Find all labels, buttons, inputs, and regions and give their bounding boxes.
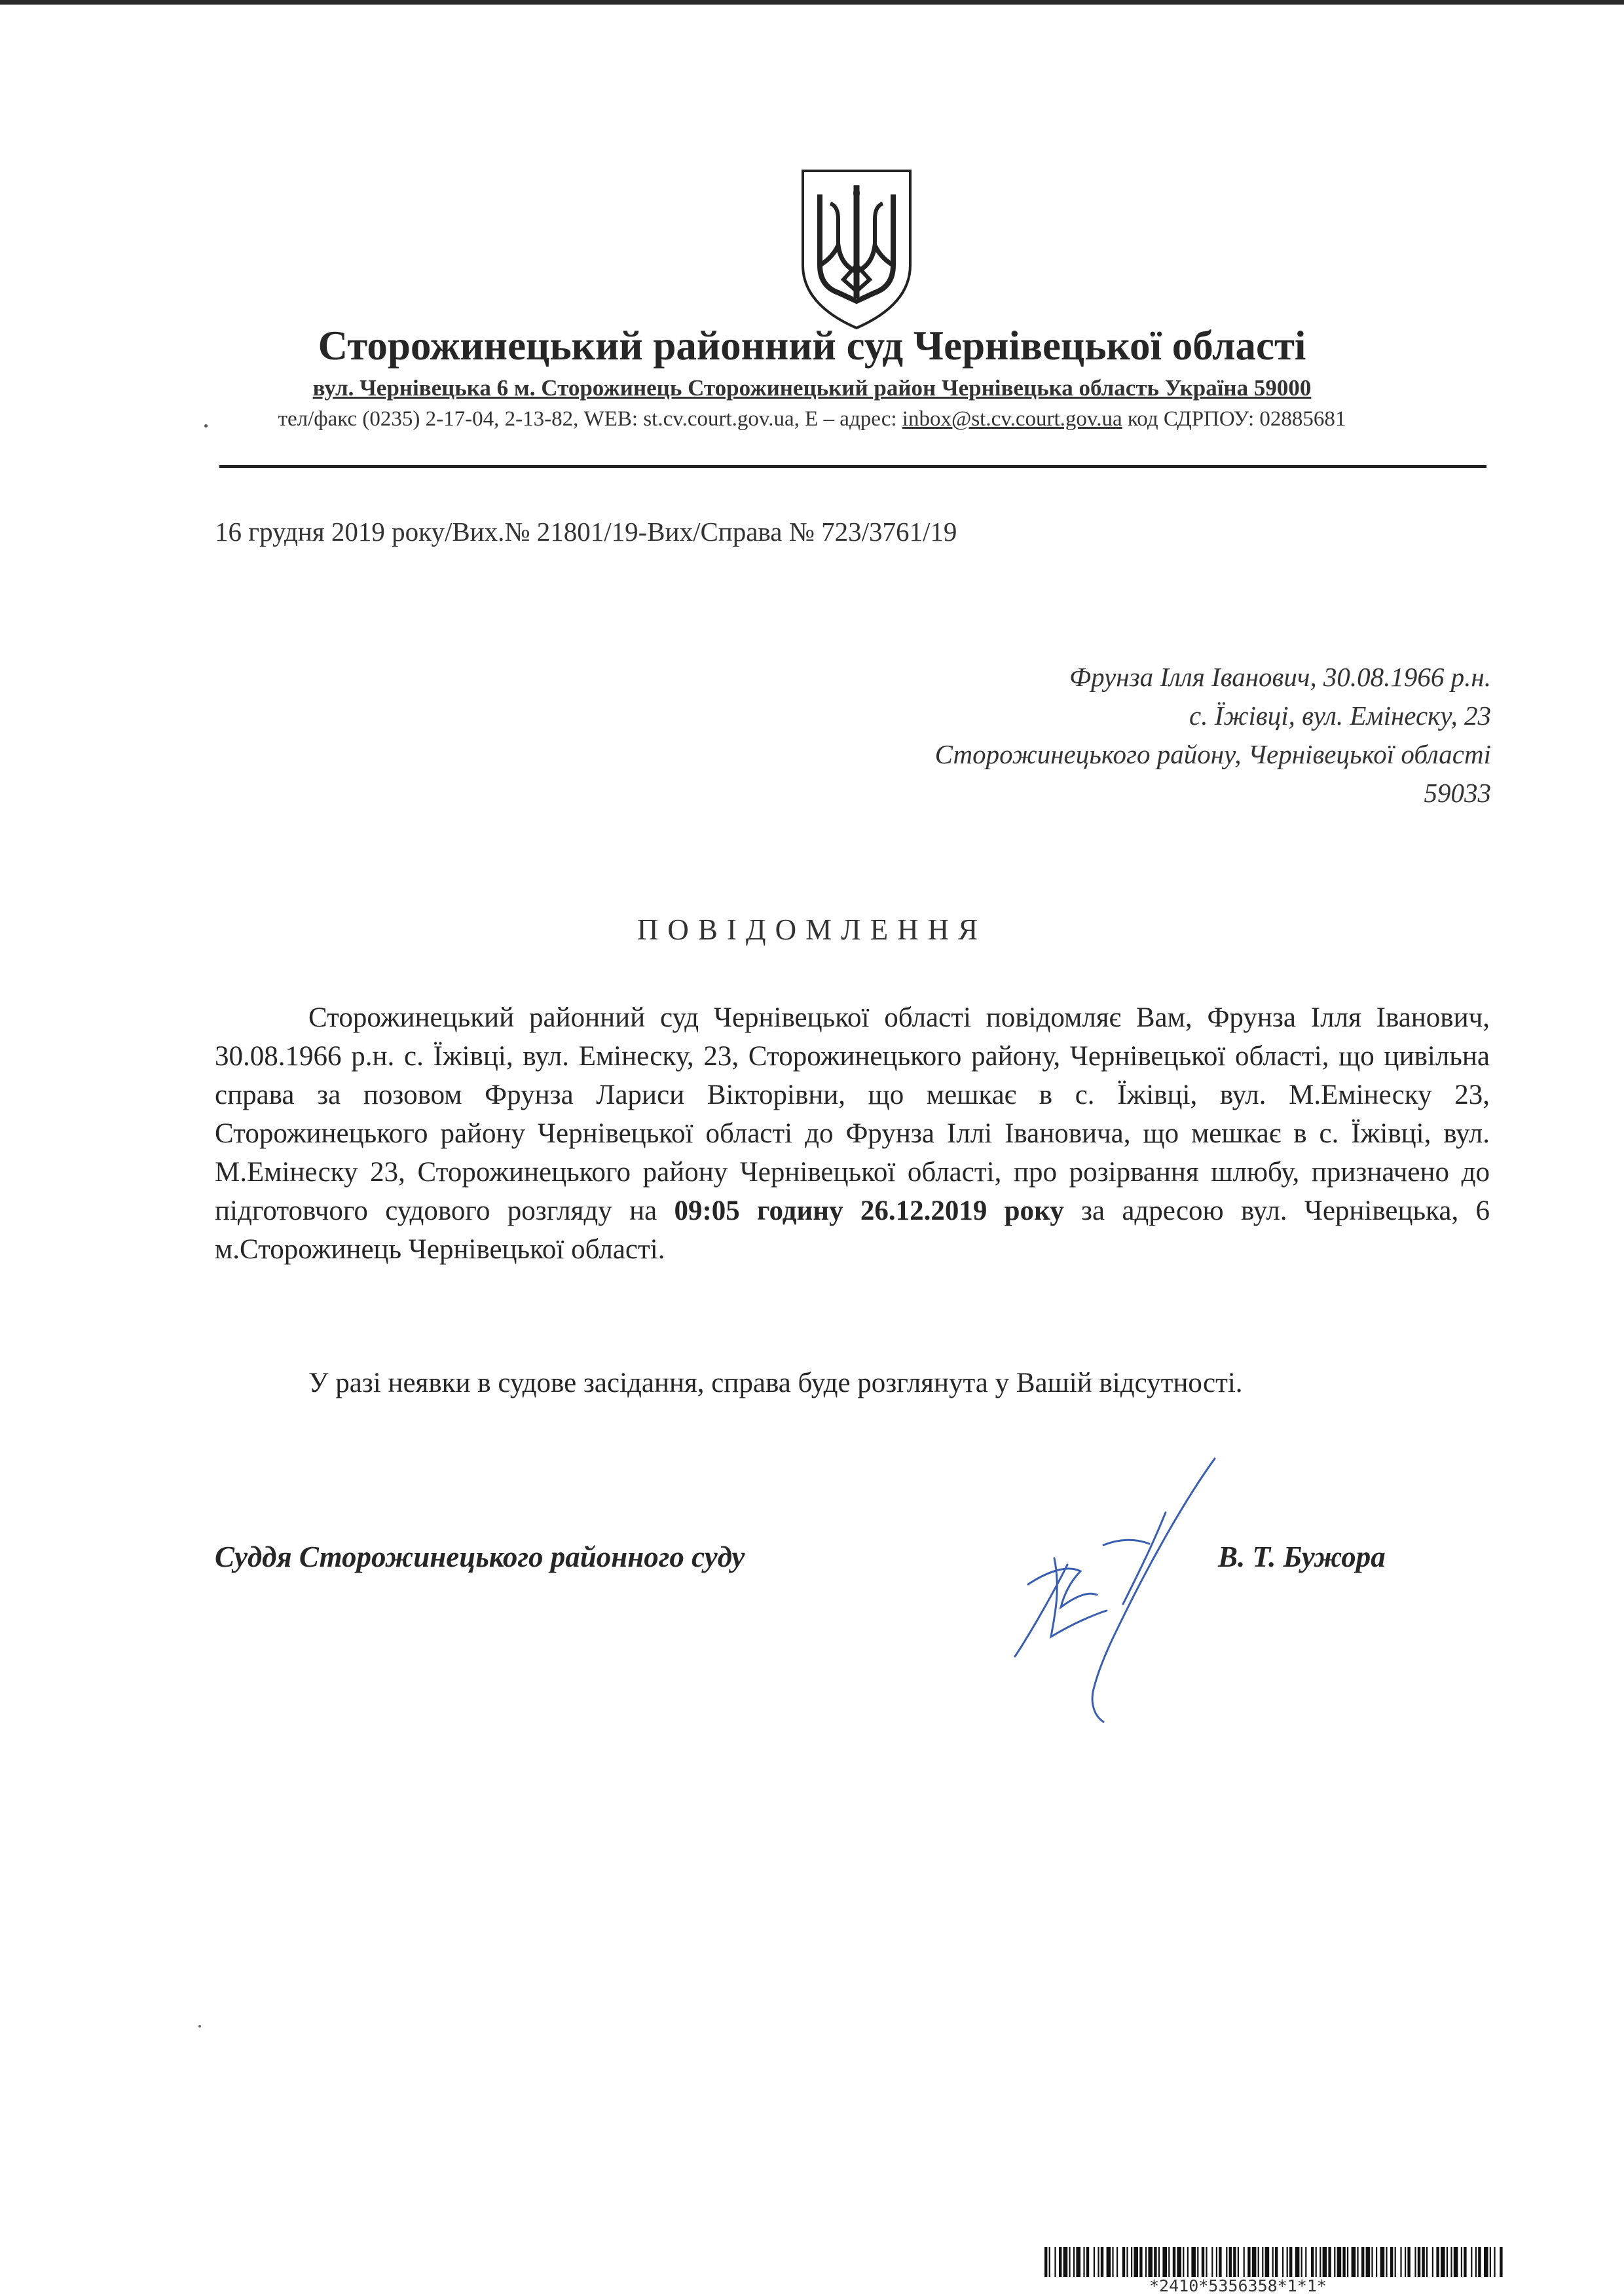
barcode-bar: [1311, 2247, 1314, 2277]
barcode-bar: [1289, 2247, 1292, 2277]
scan-speck: [198, 2025, 201, 2028]
barcode-bar: [1316, 2247, 1317, 2277]
barcode-bar: [1418, 2247, 1420, 2277]
barcode-bar: [1107, 2247, 1111, 2277]
barcode-bar: [1305, 2247, 1306, 2277]
barcode-bar: [1447, 2247, 1448, 2277]
barcode-bar: [1258, 2247, 1259, 2277]
barcode-bar: [1139, 2247, 1142, 2277]
barcode-bar: [1432, 2247, 1433, 2277]
barcode-bar: [1478, 2247, 1481, 2277]
notice-text: Сторожинецький районний суд Чернівецької області повідомляє Вам, Фрунза Ілля Іванович, 30.08.1966 р.н. с. Їжівці, вул. Емінеску, 23, Сторожинецького району, Чернівецької області, що цивільна справа за позовом Фрунза Лариси Вікторівни, що мешкає в с. Їжівці, вул. М.Емінеску 23, Сторожинецького району Чернівецької області до Фрунза Іллі Івановича, що мешкає в с. Їжівці, вул. М.Емінеску 23, Сторожинецького району Чернівецької області, про розірвання шлюбу, призначено до підготовчого судового розгляду на: [215, 1002, 1490, 1226]
barcode-bar: [1441, 2247, 1445, 2277]
barcode-bar: [1191, 2247, 1196, 2277]
barcode-bar: [1328, 2247, 1331, 2277]
barcode-bar: [1226, 2247, 1227, 2277]
barcode-bar: [1094, 2247, 1095, 2277]
judge-title: Суддя Сторожинецького районного суду: [215, 1540, 745, 1573]
coat-of-arms-icon: [798, 167, 915, 331]
court-name-heading: Сторожинецький районний суд Чернівецької області: [318, 323, 1306, 369]
barcode-bar: [1244, 2247, 1245, 2277]
barcode-bar: [1238, 2247, 1239, 2277]
recipient-region: Сторожинецького району, Чернівецької області: [934, 739, 1491, 769]
barcode-bar: [1490, 2247, 1491, 2277]
barcode-bar: [1454, 2247, 1458, 2277]
court-contacts: [0, 403, 1624, 435]
barcode-bar: [1262, 2247, 1263, 2277]
barcode-bar: [1371, 2247, 1373, 2277]
barcode-bar: [1086, 2247, 1089, 2277]
barcode-bar: [1275, 2247, 1278, 2277]
barcode-bar: [1216, 2247, 1217, 2277]
barcode-bar: [1101, 2247, 1103, 2277]
barcode-bar: [1076, 2247, 1080, 2277]
document-title: ПОВІДОМЛЕННЯ: [637, 913, 987, 946]
barcode: [1044, 2247, 1503, 2277]
barcode-bar: [1197, 2247, 1198, 2277]
barcode-bar: [1301, 2247, 1302, 2277]
barcode-bar: [1112, 2247, 1113, 2277]
barcode-bar: [1494, 2247, 1495, 2277]
scan-top-edge: [0, 0, 1624, 5]
recipient-block: [509, 658, 1491, 812]
court-address: вул. Чернівецька 6 м. Сторожинець Сторожинецький район Чернівецька область Україна 59000: [312, 375, 1312, 401]
barcode-bar: [1295, 2247, 1300, 2277]
barcode-bar: [1229, 2247, 1232, 2277]
barcode-bar: [1211, 2247, 1213, 2277]
barcode-bar: [1450, 2247, 1452, 2277]
barcode-bar: [1183, 2247, 1184, 2277]
barcode-bar: [1405, 2247, 1406, 2277]
barcode-bar: [1069, 2247, 1070, 2277]
contacts-code: код СДРПОУ: 02885681: [1122, 407, 1346, 431]
barcode-bar: [1177, 2247, 1181, 2277]
barcode-bar: [1352, 2247, 1356, 2277]
barcode-bar: [1126, 2247, 1128, 2277]
barcode-bar: [1134, 2247, 1138, 2277]
barcode-bar: [1287, 2247, 1288, 2277]
barcode-bar: [1083, 2247, 1084, 2277]
barcode-bar: [1395, 2247, 1396, 2277]
barcode-bar: [1320, 2247, 1321, 2277]
barcode-bar: [1168, 2247, 1170, 2277]
barcode-bar: [1131, 2247, 1132, 2277]
barcode-number: *2410*5356358*1*1*: [1149, 2276, 1327, 2295]
barcode-bar: [1272, 2247, 1274, 2277]
barcode-bar: [1484, 2247, 1488, 2277]
barcode-bar: [1206, 2247, 1207, 2277]
barcode-bar: [1059, 2247, 1061, 2277]
barcode-bar: [1422, 2247, 1424, 2277]
absence-warning-paragraph: У разі неявки в судове засідання, справа буде розглянута у Вашій відсутності.: [308, 1368, 1243, 1398]
barcode-bar: [1154, 2247, 1156, 2277]
barcode-bar: [1357, 2247, 1358, 2277]
barcode-bar: [1158, 2247, 1160, 2277]
barcode-bar: [1464, 2247, 1466, 2277]
barcode-bar: [1116, 2247, 1118, 2277]
barcode-bar: [1098, 2247, 1099, 2277]
barcode-bar: [1073, 2247, 1075, 2277]
barcode-bar: [1148, 2247, 1153, 2277]
recipient-street: с. Їжівці, вул. Емінеску, 23: [1189, 701, 1491, 731]
barcode-bar: [1187, 2247, 1189, 2277]
barcode-bar: [1219, 2247, 1221, 2277]
barcode-bar: [1342, 2247, 1345, 2277]
recipient-postcode: 59033: [1424, 778, 1491, 808]
header-divider: [219, 465, 1486, 468]
outgoing-reference: 16 грудня 2019 року/Вих.№ 21801/19-Вих/Справа № 723/3761/19: [215, 517, 957, 547]
barcode-bar: [1282, 2247, 1283, 2277]
email-link[interactable]: inbox@st.cv.court.gov.ua: [902, 407, 1122, 431]
contacts-phone-web: тел/факс (0235) 2-17-04, 2-13-82, WEB: st.cv.court.gov.ua, E – адрес:: [278, 407, 902, 431]
barcode-bar: [1500, 2247, 1502, 2277]
notice-address: за адресою вул. Чернівецька, 6 м.Сторожинець Чернівецької області.: [215, 1195, 1490, 1265]
handwritten-signature: [989, 1440, 1251, 1728]
barcode-bar: [1475, 2247, 1477, 2277]
barcode-bar: [1461, 2247, 1462, 2277]
barcode-bar: [1407, 2247, 1410, 2277]
barcode-bar: [1145, 2247, 1147, 2277]
barcode-bar: [1247, 2247, 1250, 2277]
barcode-bar: [1162, 2247, 1167, 2277]
barcode-bar: [1054, 2247, 1056, 2277]
barcode-bar: [1380, 2247, 1385, 2277]
barcode-bar: [1173, 2247, 1175, 2277]
barcode-bar: [1400, 2247, 1401, 2277]
barcode-bar: [1334, 2247, 1335, 2277]
barcode-bar: [1390, 2247, 1393, 2277]
barcode-bar: [1366, 2247, 1371, 2277]
barcode-bar: [1049, 2247, 1050, 2277]
notice-paragraph: [215, 998, 1490, 1269]
barcode-bar: [1252, 2247, 1257, 2277]
barcode-bar: [1044, 2247, 1047, 2277]
barcode-bar: [1265, 2247, 1270, 2277]
barcode-bar: [1376, 2247, 1377, 2277]
hearing-time: 09:05 годину 26.12.2019 року: [674, 1195, 1064, 1226]
barcode-bar: [1436, 2247, 1439, 2277]
barcode-bar: [1063, 2247, 1068, 2277]
barcode-bar: [1414, 2247, 1416, 2277]
barcode-bar: [1122, 2247, 1125, 2277]
barcode-bar: [1233, 2247, 1236, 2277]
judge-name: В. Т. Бужора: [1218, 1540, 1386, 1573]
barcode-bar: [1202, 2247, 1204, 2277]
barcode-bar: [1361, 2247, 1364, 2277]
barcode-bar: [1337, 2247, 1342, 2277]
barcode-bar: [1386, 2247, 1387, 2277]
recipient-name: Фрунза Ілля Іванович, 30.08.1966 р.н.: [1069, 662, 1491, 692]
barcode-bar: [1471, 2247, 1472, 2277]
barcode-bar: [1323, 2247, 1327, 2277]
barcode-bar: [1426, 2247, 1428, 2277]
barcode-bar: [1347, 2247, 1348, 2277]
